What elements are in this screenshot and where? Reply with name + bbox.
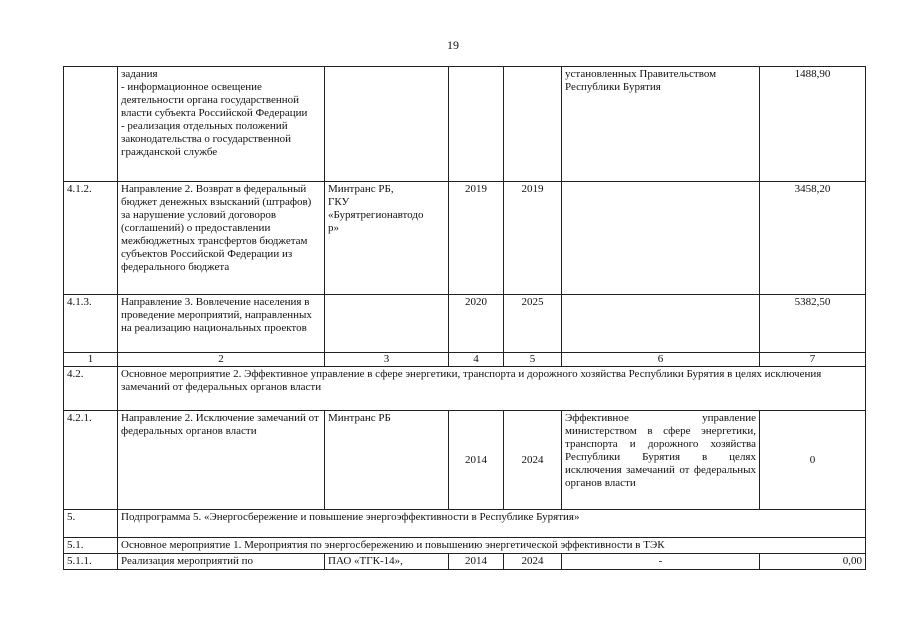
executor-cell: ПАО «ТГК-14», [325,554,449,570]
end-year-cell: 2024 [504,411,562,510]
end-year-cell: 2019 [504,182,562,295]
table-row [64,367,866,411]
amount-cell: 5382,50 [760,295,866,353]
description-cell: Направление 3. Вовлечение населения в проведение мероприятий, направленных на реализацию национальных проектов [118,295,325,353]
row-number-cell: 5.1. [64,538,118,554]
column-number: 5 [504,353,562,367]
amount-cell: 1488,90 [760,67,866,182]
description-cell: Направление 2. Возврат в федеральный бюджет денежных взысканий (штрафов) за нарушение условий договоров (соглашений) о предоставлении межбюджетных трансфертов бюджетам субъектов Российской Федерации из федерального бюджета [118,182,325,295]
executor-cell [325,295,449,353]
table-row [64,182,866,295]
row-number-cell: 4.1.2. [64,182,118,295]
section-title-cell: Основное мероприятие 1. Мероприятия по энергосбережению и повышению энергетической эффективности в ТЭК [118,538,866,554]
executor-cell: Минтранс РБ [325,411,449,510]
subprogram-title-cell: Подпрограмма 5. «Энергосбережение и повышение энергоэффективности в Республике Бурятия» [118,510,866,538]
end-year-cell [504,67,562,182]
table-row [64,538,866,554]
column-number: 7 [760,353,866,367]
description-cell: Направление 2. Исключение замечаний от федеральных органов власти [118,411,325,510]
executor-cell [325,67,449,182]
result-cell [562,182,760,295]
column-number: 3 [325,353,449,367]
end-year-cell: 2024 [504,554,562,570]
row-number-cell: 5. [64,510,118,538]
column-number: 6 [562,353,760,367]
program-table [63,66,866,570]
row-number-cell: 4.1.3. [64,295,118,353]
section-title-cell: Основное мероприятие 2. Эффективное управление в сфере энергетики, транспорта и дорожного хозяйства Республики Бурятия в целях исключения замечаний от федеральных органов власти [118,367,866,411]
table-row [64,554,866,570]
column-numbers-row [64,353,866,367]
start-year-cell [449,67,504,182]
row-number-cell: 5.1.1. [64,554,118,570]
end-year-cell: 2025 [504,295,562,353]
result-cell [562,295,760,353]
table-row [64,510,866,538]
column-number: 2 [118,353,325,367]
column-number: 4 [449,353,504,367]
column-number: 1 [64,353,118,367]
page-number: 19 [447,38,459,52]
table-row [64,67,866,182]
executor-cell: Минтранс РБ, ГКУ «Бурятрегионавтодо р» [325,182,449,295]
start-year-cell: 2014 [449,554,504,570]
amount-cell: 0,00 [760,554,866,570]
result-cell: установленных Правительством Республики Бурятия [562,67,760,182]
start-year-cell: 2019 [449,182,504,295]
description-cell: задания - информационное освещение деятельности органа государственной власти субъекта Российской Федерации - реализация отдельных положений законодательства о государственной гражданской службе [118,67,325,182]
result-cell: Эффективное управление министерством в сфере энергетики, транспорта и дорожного хозяйства Республики Бурятия в целях исключения замечаний от федеральных органов власти [562,411,760,510]
description-cell: Реализация мероприятий по [118,554,325,570]
result-cell: - [562,554,760,570]
amount-cell: 3458,20 [760,182,866,295]
row-number-cell: 4.2. [64,367,118,411]
table-row [64,295,866,353]
start-year-cell: 2020 [449,295,504,353]
amount-cell: 0 [760,411,866,510]
table-row [64,411,866,510]
row-number-cell: 4.2.1. [64,411,118,510]
row-number-cell [64,67,118,182]
start-year-cell: 2014 [449,411,504,510]
